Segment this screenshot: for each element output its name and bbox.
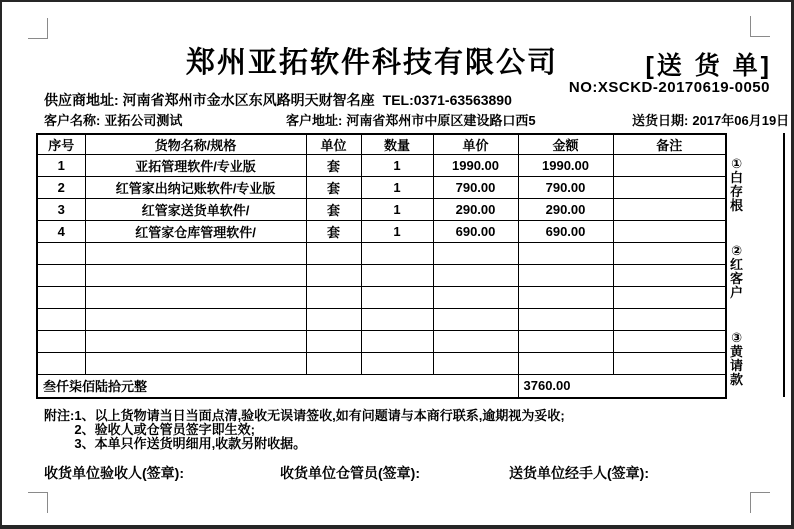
cell-remark (613, 331, 726, 353)
copy-yellow-billing: ③黄请款 (729, 330, 743, 387)
cell-qty (361, 265, 433, 287)
cell-goods (85, 309, 306, 331)
cell-remark (613, 199, 726, 221)
cell-unit (306, 309, 361, 331)
cell-price: 290.00 (433, 199, 518, 221)
cell-qty: 1 (361, 221, 433, 243)
cell-index (37, 353, 85, 375)
cell-qty (361, 331, 433, 353)
cell-goods (85, 353, 306, 375)
note-item-3: 3、本单只作送货明细用,收款另附收据。 (74, 436, 307, 451)
cell-amount (518, 309, 613, 331)
cell-goods (85, 287, 306, 309)
cell-qty: 1 (361, 177, 433, 199)
customer-name-segment (44, 110, 182, 129)
cell-qty (361, 309, 433, 331)
col-header-price: 单价 (433, 134, 518, 155)
cell-price: 790.00 (433, 177, 518, 199)
crop-mark-bottom-right (750, 492, 770, 513)
cell-price (433, 331, 518, 353)
notes-items (74, 409, 564, 451)
cell-amount: 1990.00 (518, 155, 613, 177)
table-row (37, 287, 726, 309)
copy-white-stub: ①白存根 (729, 156, 743, 213)
cell-amount (518, 287, 613, 309)
cell-index: 3 (37, 199, 85, 221)
note-item-2: 2、验收人或仓管员签字即生效; (74, 422, 255, 437)
col-header-unit: 单位 (306, 134, 361, 155)
cell-unit (306, 353, 361, 375)
cell-remark (613, 309, 726, 331)
cell-qty: 1 (361, 199, 433, 221)
cell-price (433, 353, 518, 375)
table-row (37, 353, 726, 375)
cell-goods: 红管家仓库管理软件/ (85, 221, 306, 243)
cell-qty: 1 (361, 155, 433, 177)
cell-goods: 红管家送货单软件/ (85, 199, 306, 221)
table-row (37, 199, 726, 221)
customer-name-label: 客户名称: (44, 113, 101, 128)
cell-index (37, 265, 85, 287)
delivery-date-value: 2017年06月19日 (692, 113, 790, 128)
cell-amount (518, 265, 613, 287)
cell-remark (613, 221, 726, 243)
notes-label: 附注: (44, 408, 75, 423)
cell-index (37, 331, 85, 353)
customer-info-line (2, 110, 794, 126)
crop-mark-top-right (750, 16, 770, 37)
cell-amount (518, 331, 613, 353)
cell-price (433, 287, 518, 309)
crop-mark-bottom-left (28, 492, 48, 513)
cell-amount (518, 353, 613, 375)
col-header-index: 序号 (37, 134, 85, 155)
table-row (37, 331, 726, 353)
table-header-row (37, 134, 726, 155)
table-row (37, 243, 726, 265)
doc-number: NO:XSCKD-20170619-0050 (568, 79, 770, 96)
note-item-1: 1、以上货物请当日当面点清,验收无误请签收,如有问题请与本商行联系,逾期视为妥收; (74, 408, 565, 423)
col-header-amount: 金额 (518, 134, 613, 155)
cell-unit (306, 265, 361, 287)
table-row (37, 265, 726, 287)
cell-amount: 790.00 (518, 177, 613, 199)
cell-unit: 套 (306, 221, 361, 243)
cell-goods (85, 331, 306, 353)
cell-unit (306, 243, 361, 265)
cell-index (37, 243, 85, 265)
cell-index: 4 (37, 221, 85, 243)
cell-qty (361, 287, 433, 309)
cell-price (433, 243, 518, 265)
cell-goods (85, 265, 306, 287)
deliverer-handler-signature-label: 送货单位经手人(签章): (509, 465, 649, 481)
table-row (37, 309, 726, 331)
cell-goods: 亚拓管理软件/专业版 (85, 155, 306, 177)
cell-remark (613, 177, 726, 199)
cell-price (433, 265, 518, 287)
delivery-date-label: 送货日期: (632, 113, 689, 128)
cell-remark (613, 243, 726, 265)
company-title: 郑州亚拓软件科技有限公司 (185, 47, 558, 79)
delivery-date-segment (632, 110, 789, 129)
cell-unit: 套 (306, 177, 361, 199)
cell-remark (613, 155, 726, 177)
col-header-qty: 数量 (361, 134, 433, 155)
total-amount-value: 3760.00 (518, 375, 726, 398)
customer-address-label: 客户地址: (286, 113, 343, 128)
supplier-tel: TEL:0371-63563890 (382, 92, 512, 108)
cell-unit (306, 331, 361, 353)
cell-qty (361, 243, 433, 265)
supplier-address-value: 河南省郑州市金水区东风路明天财智名座 (122, 92, 375, 108)
supplier-address-label: 供应商地址: (44, 92, 119, 108)
cell-goods: 红管家出纳记账软件/专业版 (85, 177, 306, 199)
table-row (37, 177, 726, 199)
cell-price: 690.00 (433, 221, 518, 243)
table-row (37, 155, 726, 177)
customer-name-value: 亚拓公司测试 (104, 113, 183, 128)
cell-qty (361, 353, 433, 375)
receiver-warehouse-signature-label: 收货单位仓管员(签章): (280, 465, 420, 481)
cell-price: 1990.00 (433, 155, 518, 177)
goods-table (36, 133, 727, 399)
cell-index (37, 309, 85, 331)
copy-red-customer: ②红客户 (729, 243, 743, 300)
cell-amount: 290.00 (518, 199, 613, 221)
cell-index: 1 (37, 155, 85, 177)
customer-address-segment (286, 110, 536, 129)
col-header-goods: 货物名称/规格 (85, 134, 306, 155)
crop-mark-top-left (28, 18, 48, 39)
cell-index (37, 287, 85, 309)
cell-amount (518, 243, 613, 265)
cell-amount: 690.00 (518, 221, 613, 243)
cell-remark (613, 265, 726, 287)
customer-address-value: 河南省郑州市中原区建设路口西5 (346, 113, 536, 128)
receiver-inspector-signature-label: 收货单位验收人(签章): (44, 465, 184, 481)
supplier-address-line (44, 90, 512, 110)
cell-goods (85, 243, 306, 265)
table-row (37, 221, 726, 243)
doc-type-title: [送 货 单] (645, 52, 772, 80)
cell-index: 2 (37, 177, 85, 199)
cell-unit (306, 287, 361, 309)
cell-unit: 套 (306, 199, 361, 221)
cell-remark (613, 353, 726, 375)
col-header-remark: 备注 (613, 134, 726, 155)
copies-divider-line (783, 133, 785, 397)
total-amount-in-words: 叁仟柒佰陆拾元整 (37, 375, 518, 398)
total-row (37, 375, 726, 398)
copies-legend (729, 157, 745, 387)
signature-line (2, 463, 794, 481)
cell-price (433, 309, 518, 331)
cell-remark (613, 287, 726, 309)
notes-block (44, 409, 565, 451)
cell-unit: 套 (306, 155, 361, 177)
